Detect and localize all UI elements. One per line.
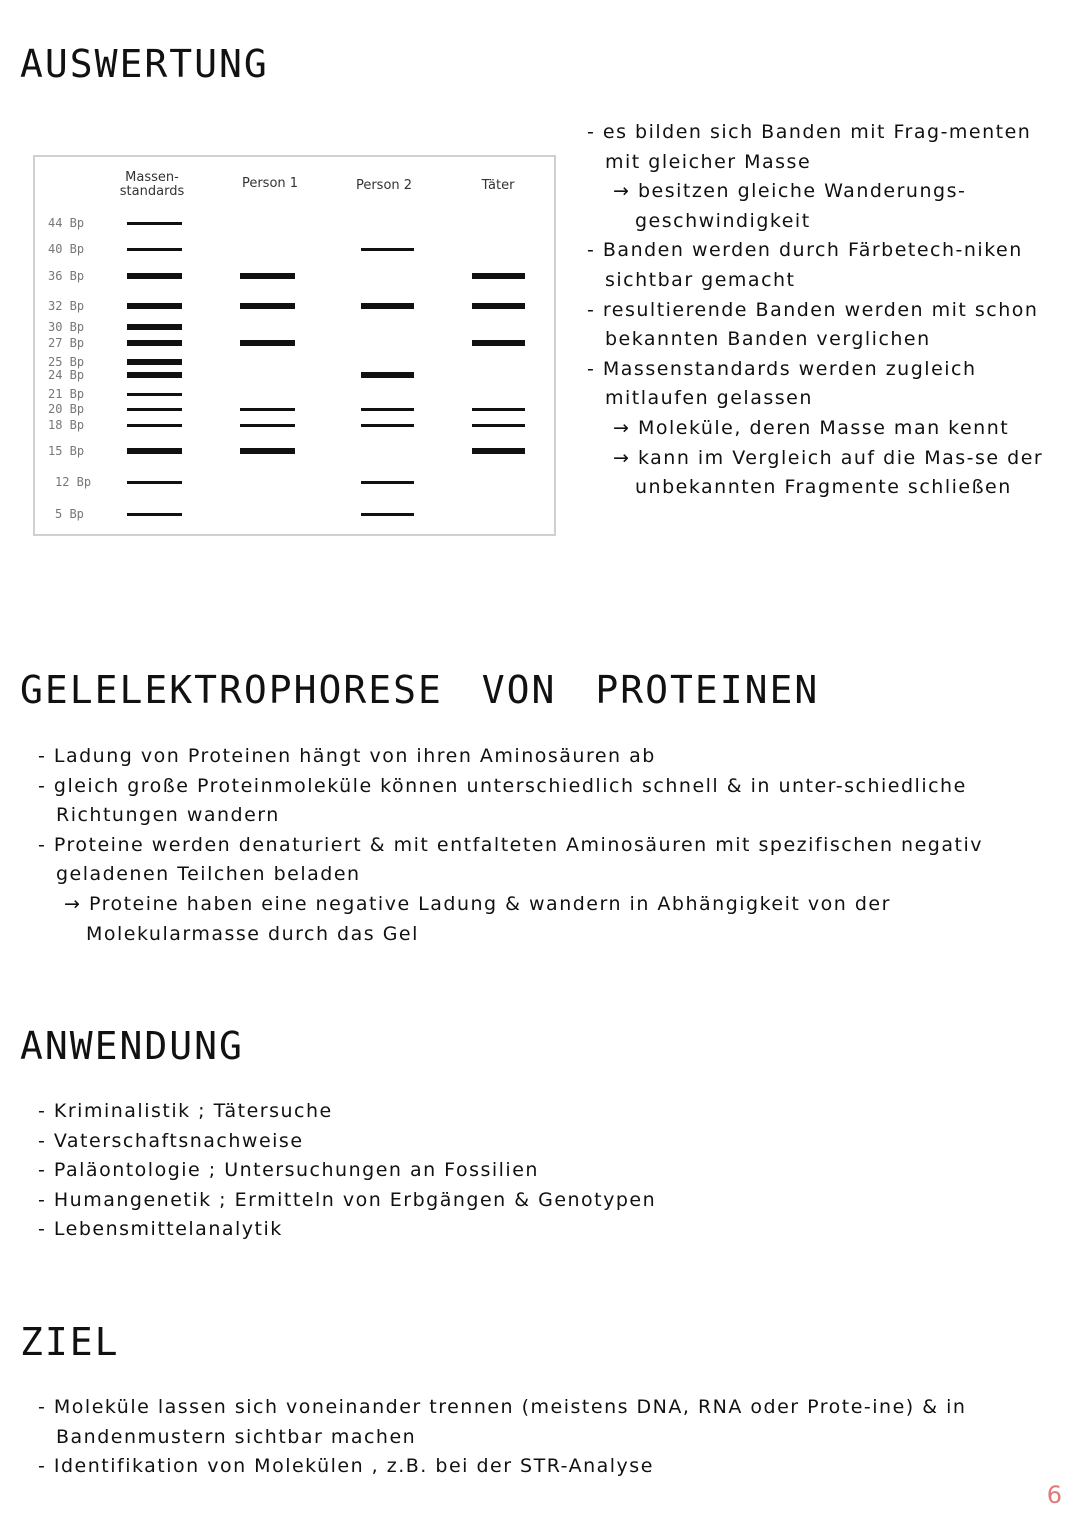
proteine-list xyxy=(38,742,1048,949)
list-item: - Massenstandards werden zugleich mitlaufen gelassen xyxy=(587,357,977,410)
marker-band xyxy=(127,324,182,330)
band-person-2 xyxy=(361,303,414,309)
band-person-2 xyxy=(361,408,414,411)
band-person-2 xyxy=(361,424,414,427)
list-item: - Moleküle lassen sich voneinander trennen (meistens DNA, RNA oder Prote-ine) & in Bandenmustern sichtbar machen xyxy=(38,1396,967,1448)
marker-band xyxy=(127,273,182,279)
band-person-1 xyxy=(240,408,295,411)
band-person-1 xyxy=(240,448,295,454)
band-person-2 xyxy=(361,372,414,378)
list-item: → kann im Vergleich auf die Mas-se der unbekannten Fragmente schließen xyxy=(613,446,1044,499)
band-taeter xyxy=(472,408,525,411)
list-item: - gleich große Proteinmoleküle können unterschiedlich schnell & in unter-schiedliche Richtungen wandern xyxy=(38,774,967,827)
gel-electrophoresis-figure xyxy=(33,155,556,536)
marker-size-label: 24 Bp xyxy=(48,368,85,382)
lane-header-person-2: Person 2 xyxy=(355,178,413,193)
list-item: - Banden werden durch Färbetech-niken sichtbar gemacht xyxy=(587,239,1023,291)
marker-size-label: 15 Bp xyxy=(48,444,85,458)
lane-header-taeter: Täter xyxy=(481,178,515,193)
band-taeter xyxy=(472,273,525,279)
lane-header-person-1: Person 1 xyxy=(241,176,299,191)
marker-size-label: 18 Bp xyxy=(48,418,85,432)
marker-band xyxy=(127,393,182,396)
list-item: - Proteine werden denaturiert & mit entfalteten Aminosäuren mit spezifischen negativ geladenen Teilchen beladen xyxy=(38,833,983,886)
band-taeter xyxy=(472,424,525,427)
list-item: - Lebensmittelanalytik xyxy=(38,1218,283,1241)
list-item: → besitzen gleiche Wanderungs-geschwindigkeit xyxy=(613,180,967,232)
list-item: - Kriminalistik ; Tätersuche xyxy=(38,1100,333,1122)
marker-size-label: 25 Bp xyxy=(48,355,85,369)
marker-band xyxy=(127,513,182,516)
ziel-title: ZIEL xyxy=(20,1320,120,1364)
list-item: - resultierende Banden werden mit schon bekannten Banden verglichen xyxy=(587,298,1039,351)
marker-band xyxy=(127,408,182,411)
band-person-1 xyxy=(240,273,295,279)
marker-size-label: 36 Bp xyxy=(48,269,85,283)
band-person-1 xyxy=(240,424,295,427)
marker-band xyxy=(127,448,182,454)
anwendung-list xyxy=(38,1097,1038,1245)
marker-band xyxy=(127,424,182,427)
marker-band xyxy=(127,481,182,484)
band-person-1 xyxy=(240,340,295,346)
anwendung-title: ANWENDUNG xyxy=(20,1024,244,1068)
marker-size-label: 40 Bp xyxy=(48,242,85,256)
auswertung-list xyxy=(587,118,1057,503)
band-person-2 xyxy=(361,513,414,516)
marker-size-label: 44 Bp xyxy=(48,216,85,230)
marker-band xyxy=(127,359,182,365)
marker-size-label: 21 Bp xyxy=(48,387,85,401)
band-person-2 xyxy=(361,481,414,484)
auswertung-title: AUSWERTUNG xyxy=(20,42,269,86)
lane-header-massenstandards: Massen-standards xyxy=(119,170,185,199)
marker-size-label: 32 Bp xyxy=(48,299,85,313)
marker-size-label: 5 Bp xyxy=(55,507,84,521)
list-item: → Proteine haben eine negative Ladung & wandern in Abhängigkeit von der Molekularmasse durch das Gel xyxy=(64,892,891,945)
list-item: - es bilden sich Banden mit Frag-menten mit gleicher Masse xyxy=(587,121,1032,173)
list-item: - Vaterschaftsnachweise xyxy=(38,1129,304,1152)
list-item: - Identifikation von Molekülen , z.B. bei der STR-Analyse xyxy=(38,1455,654,1478)
marker-size-label: 12 Bp xyxy=(55,475,92,489)
ziel-list xyxy=(38,1393,1048,1482)
marker-band xyxy=(127,248,182,251)
list-item: - Humangenetik ; Ermitteln von Erbgängen & Genotypen xyxy=(38,1188,657,1211)
band-person-2 xyxy=(361,248,414,251)
list-item: → Moleküle, deren Masse man kennt xyxy=(613,416,1010,439)
marker-band xyxy=(127,303,182,309)
list-item: - Paläontologie ; Untersuchungen an Fossilien xyxy=(38,1159,539,1182)
list-item: - Ladung von Proteinen hängt von ihren Aminosäuren ab xyxy=(38,745,656,767)
marker-band xyxy=(127,222,182,225)
marker-size-label: 27 Bp xyxy=(48,336,85,350)
marker-size-label: 30 Bp xyxy=(48,320,85,334)
marker-band xyxy=(127,340,182,346)
marker-size-label: 20 Bp xyxy=(48,402,85,416)
band-taeter xyxy=(472,340,525,346)
marker-band xyxy=(127,372,182,378)
band-taeter xyxy=(472,303,525,309)
page-number: 6 xyxy=(1046,1481,1062,1509)
band-person-1 xyxy=(240,303,295,309)
proteine-title: GELELEKTROPHORESE VON PROTEINEN xyxy=(20,668,820,712)
band-taeter xyxy=(472,448,525,454)
